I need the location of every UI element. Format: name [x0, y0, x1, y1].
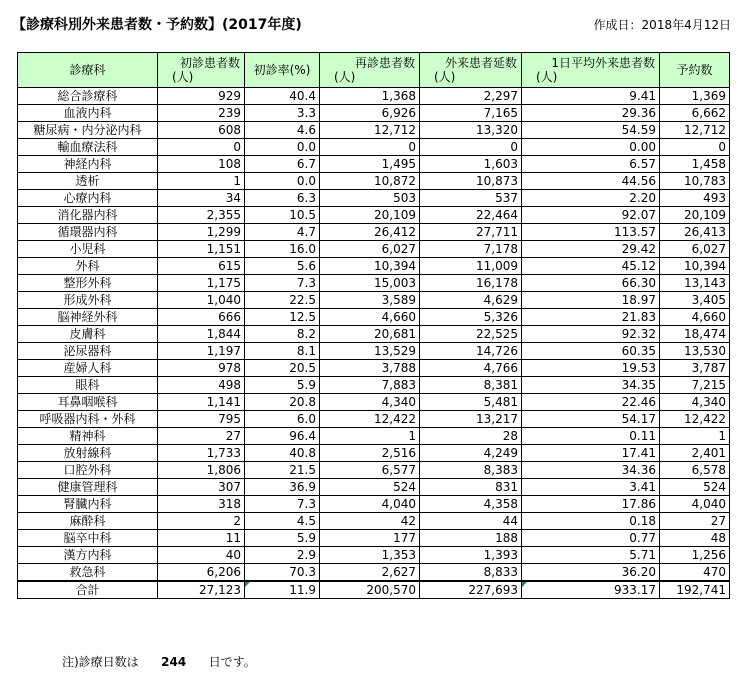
dept-cell: 呼吸器内科・外科 — [18, 411, 158, 428]
reservations-cell: 20,109 — [660, 207, 730, 224]
revisit-cell: 12,422 — [320, 411, 420, 428]
header-revisit-unit: (人) — [334, 70, 356, 84]
revisit-cell: 1,495 — [320, 156, 420, 173]
dept-cell: 精神科 — [18, 428, 158, 445]
dept-cell: 産婦人科 — [18, 360, 158, 377]
first-rate-cell: 7.3 — [245, 496, 320, 513]
first-rate-cell: 4.7 — [245, 224, 320, 241]
first-rate-cell: 22.5 — [245, 292, 320, 309]
table-row — [18, 445, 730, 462]
first-rate-cell: 6.7 — [245, 156, 320, 173]
total-cell: 188 — [420, 530, 522, 547]
table-row — [18, 496, 730, 513]
revisit-cell: 4,340 — [320, 394, 420, 411]
reservations-cell: 3,787 — [660, 360, 730, 377]
reservations-cell: 6,027 — [660, 241, 730, 258]
first-visit-cell: 795 — [158, 411, 245, 428]
first-rate-cell: 7.3 — [245, 275, 320, 292]
revisit-cell: 4,040 — [320, 496, 420, 513]
daily-average-cell: 36.20 — [522, 564, 660, 582]
first-rate-cell: 96.4 — [245, 428, 320, 445]
daily-average-cell: 17.86 — [522, 496, 660, 513]
table-row — [18, 360, 730, 377]
reservations-cell: 12,422 — [660, 411, 730, 428]
reservations-cell: 13,530 — [660, 343, 730, 360]
table-row — [18, 224, 730, 241]
table-row — [18, 190, 730, 207]
page-title: 【診療科別外来患者数・予約数】(2017年度) — [12, 17, 302, 33]
dept-cell: 放射線科 — [18, 445, 158, 462]
dept-cell: 総合診療科 — [18, 88, 158, 105]
reservations-cell: 470 — [660, 564, 730, 582]
revisit-cell: 503 — [320, 190, 420, 207]
footnote-suffix: 日です。 — [208, 655, 256, 669]
daily-average-cell: 29.36 — [522, 105, 660, 122]
dept-cell: 小児科 — [18, 241, 158, 258]
total-cell: 27,711 — [420, 224, 522, 241]
total-cell: 8,381 — [420, 377, 522, 394]
table-row — [18, 207, 730, 224]
revisit-cell: 6,926 — [320, 105, 420, 122]
first-visit-cell: 40 — [158, 547, 245, 564]
daily-average-cell: 22.46 — [522, 394, 660, 411]
revisit-cell: 6,577 — [320, 462, 420, 479]
total-cell: 4,358 — [420, 496, 522, 513]
dept-cell: 耳鼻咽喉科 — [18, 394, 158, 411]
first-rate-cell: 4.5 — [245, 513, 320, 530]
revisit-cell: 10,394 — [320, 258, 420, 275]
table-row — [18, 156, 730, 173]
table-row — [18, 462, 730, 479]
first-visit-cell: 2,355 — [158, 207, 245, 224]
total-cell: 4,249 — [420, 445, 522, 462]
dept-cell: 眼科 — [18, 377, 158, 394]
total-cell: 22,525 — [420, 326, 522, 343]
daily-average-cell: 18.97 — [522, 292, 660, 309]
dept-cell: 消化器内科 — [18, 207, 158, 224]
header-reservations: 予約数 — [660, 53, 730, 88]
table-body — [18, 88, 730, 599]
header-dept: 診療科 — [18, 53, 158, 88]
daily-average-cell: 45.12 — [522, 258, 660, 275]
total-cell: 8,383 — [420, 462, 522, 479]
first-rate-cell: 0.0 — [245, 139, 320, 156]
table-row — [18, 513, 730, 530]
daily-average-cell: 60.35 — [522, 343, 660, 360]
table-row — [18, 479, 730, 496]
table-row — [18, 411, 730, 428]
dept-cell: 漢方内科 — [18, 547, 158, 564]
daily-average-cell: 5.71 — [522, 547, 660, 564]
table-row — [18, 309, 730, 326]
revisit-cell: 20,109 — [320, 207, 420, 224]
first-rate-cell: 21.5 — [245, 462, 320, 479]
table-row — [18, 122, 730, 139]
first-rate-cell: 36.9 — [245, 479, 320, 496]
header-daily-average — [522, 53, 660, 88]
daily-average-cell: 34.36 — [522, 462, 660, 479]
outpatient-table — [17, 52, 730, 599]
total-cell: 0 — [420, 139, 522, 156]
total-cell: 10,873 — [420, 173, 522, 190]
reservations-cell: 10,783 — [660, 173, 730, 190]
dept-cell: 麻酔科 — [18, 513, 158, 530]
table-row — [18, 173, 730, 190]
first-visit-cell: 34 — [158, 190, 245, 207]
first-visit-cell: 498 — [158, 377, 245, 394]
first-rate-cell: 8.2 — [245, 326, 320, 343]
total-cell: 11,009 — [420, 258, 522, 275]
total-cell: 13,320 — [420, 122, 522, 139]
total-cell: 2,297 — [420, 88, 522, 105]
total-row — [18, 581, 730, 599]
first-visit-cell: 27,123 — [158, 581, 245, 599]
table-row — [18, 258, 730, 275]
first-visit-cell: 318 — [158, 496, 245, 513]
first-visit-cell: 239 — [158, 105, 245, 122]
dept-cell: 輸血療法科 — [18, 139, 158, 156]
header-first-visit — [158, 53, 245, 88]
reservations-cell: 6,662 — [660, 105, 730, 122]
daily-average-cell: 933.17 — [522, 581, 660, 599]
revisit-cell: 524 — [320, 479, 420, 496]
table-row — [18, 343, 730, 360]
table-row — [18, 139, 730, 156]
dept-cell: 神経内科 — [18, 156, 158, 173]
dept-cell: 救急科 — [18, 564, 158, 582]
first-visit-cell: 1,299 — [158, 224, 245, 241]
reservations-cell: 3,405 — [660, 292, 730, 309]
revisit-cell: 3,788 — [320, 360, 420, 377]
first-visit-cell: 666 — [158, 309, 245, 326]
reservations-cell: 13,143 — [660, 275, 730, 292]
reservations-cell: 192,741 — [660, 581, 730, 599]
first-visit-cell: 0 — [158, 139, 245, 156]
table-row — [18, 428, 730, 445]
dept-cell: 血液内科 — [18, 105, 158, 122]
revisit-cell: 6,027 — [320, 241, 420, 258]
table-row — [18, 88, 730, 105]
reservations-cell: 7,215 — [660, 377, 730, 394]
footnote — [62, 653, 256, 670]
total-cell: 1,603 — [420, 156, 522, 173]
daily-average-cell: 29.42 — [522, 241, 660, 258]
first-visit-cell: 2 — [158, 513, 245, 530]
first-visit-cell: 1,806 — [158, 462, 245, 479]
total-cell: 5,326 — [420, 309, 522, 326]
dept-cell: 外科 — [18, 258, 158, 275]
header-total-unit: (人) — [434, 70, 456, 84]
revisit-cell: 12,712 — [320, 122, 420, 139]
daily-average-cell: 21.83 — [522, 309, 660, 326]
first-rate-cell: 20.8 — [245, 394, 320, 411]
revisit-cell: 3,589 — [320, 292, 420, 309]
table-row — [18, 547, 730, 564]
total-cell: 227,693 — [420, 581, 522, 599]
total-cell: 5,481 — [420, 394, 522, 411]
first-visit-cell: 307 — [158, 479, 245, 496]
table-row — [18, 105, 730, 122]
reservations-cell: 0 — [660, 139, 730, 156]
reservations-cell: 12,712 — [660, 122, 730, 139]
dept-cell: 健康管理科 — [18, 479, 158, 496]
header-first-rate: 初診率(%) — [245, 53, 320, 88]
first-rate-cell: 12.5 — [245, 309, 320, 326]
daily-average-cell: 54.17 — [522, 411, 660, 428]
revisit-cell: 26,412 — [320, 224, 420, 241]
daily-average-cell: 92.07 — [522, 207, 660, 224]
table-row — [18, 275, 730, 292]
first-rate-cell: 40.8 — [245, 445, 320, 462]
total-cell: 1,393 — [420, 547, 522, 564]
dept-cell: 泌尿器科 — [18, 343, 158, 360]
footnote-prefix: 注)診療日数は — [62, 655, 139, 669]
revisit-cell: 13,529 — [320, 343, 420, 360]
daily-average-cell: 54.59 — [522, 122, 660, 139]
total-cell: 16,178 — [420, 275, 522, 292]
daily-average-cell: 0.18 — [522, 513, 660, 530]
reservations-cell: 493 — [660, 190, 730, 207]
revisit-cell: 15,003 — [320, 275, 420, 292]
reservations-cell: 27 — [660, 513, 730, 530]
reservations-cell: 1 — [660, 428, 730, 445]
header-daily-average-label: 1日平均外来患者数 — [551, 56, 655, 70]
first-rate-cell: 6.3 — [245, 190, 320, 207]
revisit-cell: 42 — [320, 513, 420, 530]
footnote-days: 244 — [161, 655, 187, 669]
first-rate-cell: 5.9 — [245, 530, 320, 547]
reservations-cell: 48 — [660, 530, 730, 547]
dept-cell: 腎臓内科 — [18, 496, 158, 513]
daily-average-cell: 44.56 — [522, 173, 660, 190]
header-daily-average-unit: (人) — [536, 70, 558, 84]
first-rate-cell: 11.9 — [245, 581, 320, 599]
first-visit-cell: 1,175 — [158, 275, 245, 292]
first-visit-cell: 1,733 — [158, 445, 245, 462]
created-date: 作成日：2018年4月12日 — [593, 18, 731, 32]
first-visit-cell: 978 — [158, 360, 245, 377]
first-visit-cell: 1,151 — [158, 241, 245, 258]
first-rate-cell: 2.9 — [245, 547, 320, 564]
first-visit-cell: 1 — [158, 173, 245, 190]
first-rate-cell: 6.0 — [245, 411, 320, 428]
first-visit-cell: 1,844 — [158, 326, 245, 343]
first-rate-cell: 16.0 — [245, 241, 320, 258]
first-visit-cell: 6,206 — [158, 564, 245, 582]
reservations-cell: 26,413 — [660, 224, 730, 241]
header-first-visit-label: 初診患者数 — [179, 56, 240, 70]
first-rate-cell: 20.5 — [245, 360, 320, 377]
header-revisit-label: 再診患者数 — [354, 56, 415, 70]
table-row — [18, 377, 730, 394]
daily-average-cell: 0.77 — [522, 530, 660, 547]
total-cell: 14,726 — [420, 343, 522, 360]
first-rate-cell: 70.3 — [245, 564, 320, 582]
dept-cell: 心療内科 — [18, 190, 158, 207]
first-visit-cell: 608 — [158, 122, 245, 139]
first-rate-cell: 5.9 — [245, 377, 320, 394]
revisit-cell: 1 — [320, 428, 420, 445]
total-cell: 8,833 — [420, 564, 522, 582]
revisit-cell: 2,516 — [320, 445, 420, 462]
daily-average-cell: 2.20 — [522, 190, 660, 207]
reservations-cell: 4,340 — [660, 394, 730, 411]
total-cell: 537 — [420, 190, 522, 207]
table-row — [18, 241, 730, 258]
header-total — [420, 53, 522, 88]
reservations-cell: 2,401 — [660, 445, 730, 462]
daily-average-cell: 9.41 — [522, 88, 660, 105]
total-cell: 28 — [420, 428, 522, 445]
total-cell: 13,217 — [420, 411, 522, 428]
first-visit-cell: 108 — [158, 156, 245, 173]
table-row — [18, 326, 730, 343]
dept-cell: 脳神経外科 — [18, 309, 158, 326]
daily-average-cell: 34.35 — [522, 377, 660, 394]
revisit-cell: 2,627 — [320, 564, 420, 582]
reservations-cell: 6,578 — [660, 462, 730, 479]
total-cell: 4,766 — [420, 360, 522, 377]
total-cell: 22,464 — [420, 207, 522, 224]
table-row — [18, 394, 730, 411]
reservations-cell: 18,474 — [660, 326, 730, 343]
reservations-cell: 1,256 — [660, 547, 730, 564]
header-revisit — [320, 53, 420, 88]
first-rate-cell: 8.1 — [245, 343, 320, 360]
daily-average-cell: 0.11 — [522, 428, 660, 445]
first-rate-cell: 10.5 — [245, 207, 320, 224]
dept-cell: 口腔外科 — [18, 462, 158, 479]
table-row — [18, 530, 730, 547]
daily-average-cell: 19.53 — [522, 360, 660, 377]
revisit-cell: 1,368 — [320, 88, 420, 105]
first-rate-cell: 3.3 — [245, 105, 320, 122]
daily-average-cell: 6.57 — [522, 156, 660, 173]
first-rate-cell: 5.6 — [245, 258, 320, 275]
header-total-label: 外来患者延数 — [444, 56, 517, 70]
revisit-cell: 20,681 — [320, 326, 420, 343]
first-visit-cell: 27 — [158, 428, 245, 445]
reservations-cell: 524 — [660, 479, 730, 496]
dept-cell: 脳卒中科 — [18, 530, 158, 547]
daily-average-cell: 92.32 — [522, 326, 660, 343]
first-rate-cell: 0.0 — [245, 173, 320, 190]
table-row — [18, 292, 730, 309]
revisit-cell: 4,660 — [320, 309, 420, 326]
dept-cell: 形成外科 — [18, 292, 158, 309]
header-row — [18, 53, 730, 88]
first-visit-cell: 1,141 — [158, 394, 245, 411]
reservations-cell: 4,040 — [660, 496, 730, 513]
daily-average-cell: 113.57 — [522, 224, 660, 241]
revisit-cell: 200,570 — [320, 581, 420, 599]
first-rate-cell: 4.6 — [245, 122, 320, 139]
daily-average-cell: 17.41 — [522, 445, 660, 462]
header-first-visit-unit: (人) — [172, 70, 194, 84]
table-row — [18, 564, 730, 582]
daily-average-cell: 0.00 — [522, 139, 660, 156]
dept-cell: 合計 — [18, 581, 158, 599]
first-visit-cell: 1,197 — [158, 343, 245, 360]
dept-cell: 皮膚科 — [18, 326, 158, 343]
reservations-cell: 4,660 — [660, 309, 730, 326]
revisit-cell: 7,883 — [320, 377, 420, 394]
total-cell: 44 — [420, 513, 522, 530]
revisit-cell: 1,353 — [320, 547, 420, 564]
dept-cell: 透析 — [18, 173, 158, 190]
total-cell: 4,629 — [420, 292, 522, 309]
reservations-cell: 1,458 — [660, 156, 730, 173]
dept-cell: 糖尿病・内分泌内科 — [18, 122, 158, 139]
revisit-cell: 10,872 — [320, 173, 420, 190]
first-rate-cell: 40.4 — [245, 88, 320, 105]
dept-cell: 循環器内科 — [18, 224, 158, 241]
total-cell: 7,178 — [420, 241, 522, 258]
dept-cell: 整形外科 — [18, 275, 158, 292]
daily-average-cell: 66.30 — [522, 275, 660, 292]
first-visit-cell: 929 — [158, 88, 245, 105]
reservations-cell: 1,369 — [660, 88, 730, 105]
daily-average-cell: 3.41 — [522, 479, 660, 496]
first-visit-cell: 615 — [158, 258, 245, 275]
reservations-cell: 10,394 — [660, 258, 730, 275]
total-cell: 831 — [420, 479, 522, 496]
first-visit-cell: 11 — [158, 530, 245, 547]
first-visit-cell: 1,040 — [158, 292, 245, 309]
revisit-cell: 177 — [320, 530, 420, 547]
revisit-cell: 0 — [320, 139, 420, 156]
total-cell: 7,165 — [420, 105, 522, 122]
